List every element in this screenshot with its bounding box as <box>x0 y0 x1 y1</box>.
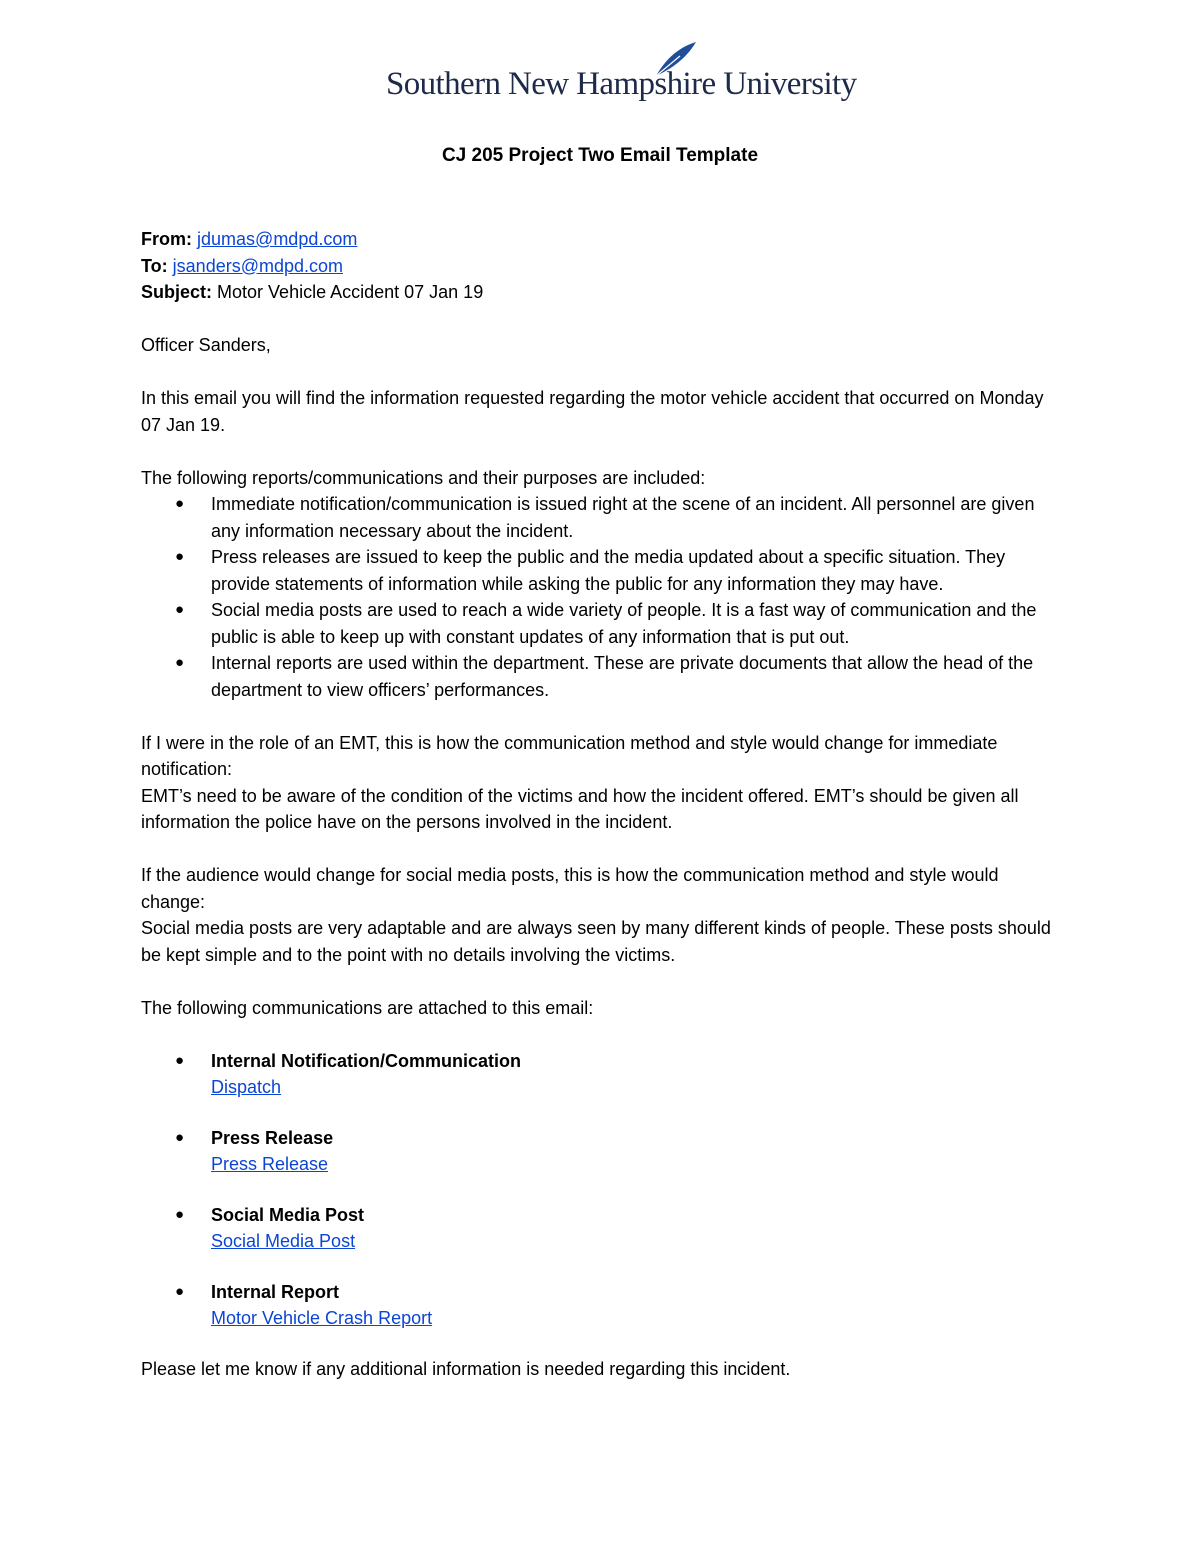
subject-line <box>141 279 1061 306</box>
list-item <box>141 544 1061 597</box>
attachments-intro: The following communications are attached to this email: <box>141 997 594 1018</box>
list-item <box>141 491 1061 544</box>
to-line <box>141 253 1061 280</box>
list-item <box>141 597 1061 650</box>
bullet-icon: ● <box>175 1282 185 1300</box>
list-item <box>141 650 1061 703</box>
from-label: From: <box>141 229 192 249</box>
attachment-item <box>141 1202 1061 1255</box>
attachment-title: Social Media Post <box>211 1204 365 1225</box>
attachment-link-dispatch[interactable]: Dispatch <box>211 1077 282 1097</box>
attachment-item <box>141 1279 1061 1332</box>
bullet-icon: ● <box>175 495 185 512</box>
emt-heading: If I were in the role of an EMT, this is how the communication method and style would change for immediate notification: <box>141 732 998 779</box>
document-title: CJ 205 Project Two Email Template <box>441 145 759 166</box>
from-line <box>141 226 1061 253</box>
attachment-title: Internal Notification/Communication <box>211 1050 522 1071</box>
attachment-link-press-release[interactable]: Press Release <box>211 1154 329 1174</box>
attachment-item <box>141 1125 1061 1178</box>
intro-paragraph: In this email you will find the information requested regarding the motor vehicle accident that occurred on Monday 07 Jan 19. <box>141 388 1044 435</box>
bullet-icon: ● <box>175 601 185 618</box>
logo-wordmark: Southern New Hampshire University <box>386 66 857 102</box>
reports-intro: The following reports/communications and their purposes are included: <box>141 467 706 488</box>
attachment-link-social-media-post[interactable]: Social Media Post <box>211 1231 356 1251</box>
email-body <box>141 226 1061 1382</box>
subject-label: Subject: <box>141 282 213 302</box>
social-heading: If the audience would change for social media posts, this is how the communication method and style would change: <box>141 865 999 912</box>
closing-line: Please let me know if any additional information is needed regarding this incident. <box>141 1358 791 1379</box>
reports-list <box>141 491 1061 703</box>
attachment-link-crash-report[interactable]: Motor Vehicle Crash Report <box>211 1308 433 1328</box>
greeting: Officer Sanders, <box>141 335 271 355</box>
attachment-title: Internal Report <box>211 1281 340 1302</box>
report-description: Immediate notification/communication is issued right at the scene of an incident. All personnel are given any information necessary about the incident. <box>211 494 1035 541</box>
university-logo <box>386 40 857 110</box>
emt-body: EMT’s need to be aware of the condition of the victims and how the incident offered. EMT’s should be given all information the police have on the persons involved in the incident. <box>141 785 1019 832</box>
subject-value: Motor Vehicle Accident 07 Jan 19 <box>217 282 484 302</box>
report-description: Press releases are issued to keep the public and the media updated about a specific situation. They provide statements of information while asking the public for any information they may have. <box>211 547 1006 594</box>
attachment-title: Press Release <box>211 1127 334 1148</box>
bullet-icon: ● <box>175 1205 185 1223</box>
report-description: Internal reports are used within the department. These are private documents that allow the head of the department to view officers’ performances. <box>211 653 1034 700</box>
report-description: Social media posts are used to reach a wide variety of people. It is a fast way of communication and the public is able to keep up with constant updates of any information that is put out. <box>211 600 1037 647</box>
bullet-icon: ● <box>175 1128 185 1146</box>
to-email-link[interactable]: jsanders@mdpd.com <box>172 255 344 276</box>
attachment-item <box>141 1048 1061 1101</box>
from-email-link[interactable]: jdumas@mdpd.com <box>197 229 358 249</box>
social-body: Social media posts are very adaptable and are always seen by many different kinds of people. These posts should be kept simple and to the point with no details involving the victims. <box>141 918 1051 965</box>
to-label: To: <box>141 255 168 276</box>
bullet-icon: ● <box>175 548 185 565</box>
bullet-icon: ● <box>175 654 185 671</box>
bullet-icon: ● <box>175 1051 185 1069</box>
attachments-list <box>141 1048 1061 1332</box>
